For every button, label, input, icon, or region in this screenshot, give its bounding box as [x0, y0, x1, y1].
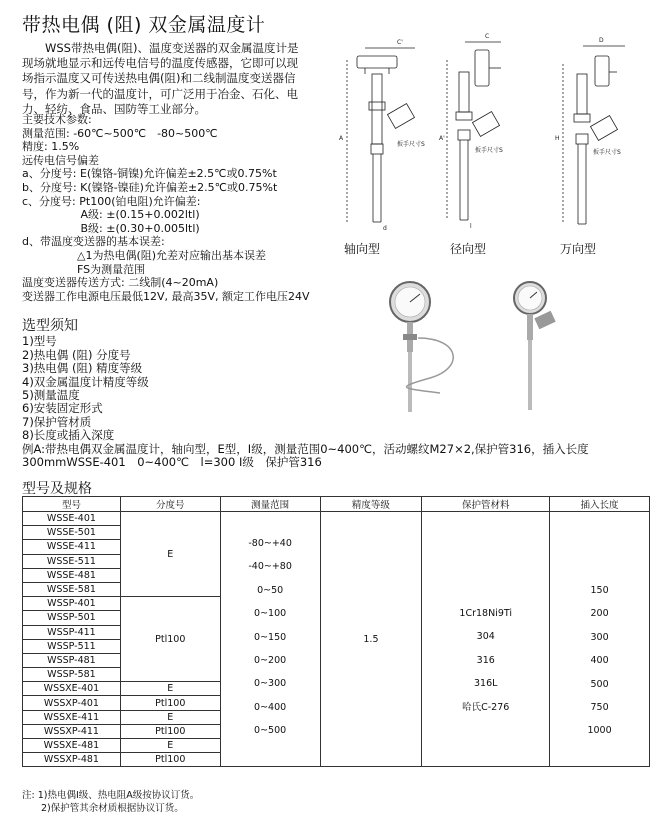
model-cell: WSSXP-411 [23, 724, 121, 738]
graduation-cell: E [120, 512, 220, 597]
model-cell: WSSXP-401 [23, 696, 121, 710]
header-material: 保护管材料 [422, 497, 550, 512]
model-cell: WSSE-581 [23, 582, 121, 596]
intro-paragraph [22, 41, 322, 117]
dimension-drawings [335, 30, 665, 260]
range-value: -40~+80 [248, 561, 292, 573]
range-value: 0~150 [254, 631, 287, 643]
models-heading: 型号及规格 [22, 481, 92, 497]
length-value: 400 [590, 655, 609, 667]
spec-line: 远传电信号偏差 [22, 153, 99, 167]
selection-item: 8)长度或插入深度 [22, 428, 115, 443]
range-value: 0~50 [257, 584, 284, 596]
range-value: -80~+40 [248, 538, 292, 549]
model-cell: WSSXE-401 [23, 682, 121, 696]
models-table [22, 496, 650, 767]
model-cell: WSSP-511 [23, 639, 121, 653]
material-cell [422, 512, 550, 767]
graduation-cell: E [120, 710, 220, 724]
universal-type-drawing [563, 46, 625, 224]
radial-type-drawing [447, 42, 501, 220]
header-range: 测量范围 [220, 497, 320, 512]
length-value: 750 [590, 701, 609, 713]
caption-axial: 轴向型 [344, 242, 381, 256]
header-graduation: 分度号 [120, 497, 220, 512]
table-header-row [23, 497, 650, 512]
model-cell: WSSXP-481 [23, 753, 121, 767]
intro-line: 场指示温度又可传送热电偶(阻)和二线制温度变送器信 [22, 71, 296, 86]
wrench-size-label: 扳手尺寸S [475, 147, 503, 154]
length-value: 300 [590, 631, 609, 643]
spec-line: a、分度号: E(镍铬-铜镍)允许偏差±2.5℃或0.75%t [22, 167, 277, 181]
header-model: 型号 [23, 497, 121, 512]
selection-item: 6)安装固定形式 [22, 401, 103, 416]
selection-item: 2)热电偶 (阻) 分度号 [22, 347, 131, 362]
model-cell: WSSP-481 [23, 653, 121, 667]
length-value: 1000 [587, 725, 612, 737]
dim-label: D [599, 37, 604, 44]
model-cell: WSSE-411 [23, 540, 121, 554]
spec-line: 测量范围: -60℃~500℃ -80~500℃ [22, 126, 218, 140]
spec-line: 精度: 1.5% [22, 140, 80, 154]
spec-line: 温度变送器传送方式: 二线制(4~20mA) [22, 276, 219, 290]
spec-line: B级: ±(0.30+0.005ltl) [22, 221, 200, 235]
graduation-cell: Ptl100 [120, 597, 220, 682]
range-value: 0~500 [254, 725, 287, 737]
intro-line: 现场就地显示和远传电信号的温度传感器，它即可以现 [22, 56, 298, 71]
graduation-cell: E [120, 739, 220, 753]
selection-item: 7)保护管材质 [22, 414, 92, 429]
axial-type-drawing [347, 48, 415, 222]
table-row [23, 512, 650, 526]
selection-item: 3)热电偶 (阻) 精度等级 [22, 361, 143, 376]
model-cell: WSSE-401 [23, 512, 121, 526]
range-value: 0~200 [254, 654, 287, 666]
specs-heading: 主要技术参数: [22, 113, 92, 126]
example-line: 例A:带热电偶双金属温度计，轴向型，E型，Ⅰ级，测量范围0~400℃，活动螺纹M27×2,保护管316，插入长度 [22, 441, 589, 456]
graduation-cell: Ptl100 [120, 724, 220, 738]
selection-item: 5)测量温度 [22, 388, 80, 403]
model-cell: WSSE-481 [23, 568, 121, 582]
range-value: 0~300 [254, 678, 287, 690]
selection-item: 4)双金属温度计精度等级 [22, 374, 149, 389]
material-value: 316 [476, 654, 495, 666]
page-title: 带热电偶 (阻) 双金属温度计 [22, 14, 266, 36]
note-line: 2)保护管其余材质根据协议订货。 [22, 803, 184, 814]
length-value: 500 [590, 678, 609, 690]
spec-line: 变送器工作电源电压最低12V, 最高35V, 额定工作电压24V [22, 289, 310, 303]
intro-line: 号，作为新一代的温度计，可广泛用于冶金、石化、电 [22, 86, 298, 101]
selection-guide [22, 320, 589, 469]
spec-line: c、分度号: Pt100(铂电阻)允许偏差: [22, 194, 201, 208]
selection-item: 1)型号 [22, 334, 57, 349]
model-cell: WSSXE-411 [23, 710, 121, 724]
example-line: 300mmWSSE-401 0~400℃ l=300 Ⅰ级 保护管316 [22, 455, 322, 470]
intro-line: 力、轻纺、食品、国防等工业部分。 [22, 101, 206, 116]
material-value: 哈氏C-276 [462, 701, 510, 713]
spec-line: △1为热电偶(阻)允差对应输出基本误差 [22, 248, 267, 262]
header-length: 插入长度 [550, 497, 650, 512]
caption-universal: 万向型 [560, 242, 597, 256]
spec-line: b、分度号: K(镍铬-镍硅)允许偏差±2.5℃或0.75%t [22, 180, 278, 194]
range-cell [220, 512, 320, 767]
material-value: 316L [474, 678, 498, 690]
footnotes [22, 789, 199, 815]
spec-line: A级: ±(0.15+0.002ltl) [22, 208, 200, 222]
length-value: 200 [590, 608, 609, 620]
model-cell: WSSE-511 [23, 554, 121, 568]
dim-label: l [470, 223, 472, 230]
material-value: 1Cr18Ni9Ti [459, 608, 513, 619]
tech-specs [22, 113, 352, 303]
graduation-cell: Ptl100 [120, 696, 220, 710]
range-value: 0~400 [254, 701, 287, 713]
note-line: 注: 1)热电偶Ⅰ级、热电阻A级按协议订货。 [22, 790, 200, 801]
wrench-size-label: 扳手尺寸S [397, 141, 425, 148]
intro-line: WSS带热电偶(阻)、温度变送器的双金属温度计是 [22, 41, 299, 55]
model-cell: WSSP-501 [23, 611, 121, 625]
model-cell: WSSE-501 [23, 526, 121, 540]
selection-heading: 选型须知 [22, 318, 78, 334]
model-cell: WSSXE-481 [23, 739, 121, 753]
spec-line: d、带温度变送器的基本误差: [22, 235, 165, 249]
caption-radial: 径向型 [450, 242, 487, 256]
spec-line: FS为测量范围 [22, 262, 146, 276]
dim-label: C [485, 33, 490, 40]
wrench-size-label: 扳手尺寸S [593, 149, 621, 156]
length-cell [550, 512, 650, 767]
dim-label: C' [397, 39, 403, 46]
header-accuracy: 精度等级 [320, 497, 422, 512]
range-value: 0~100 [254, 608, 287, 620]
dim-label: A [339, 135, 344, 142]
dim-label: d [383, 225, 387, 232]
accuracy-cell: 1.5 [320, 512, 422, 767]
model-cell: WSSP-581 [23, 668, 121, 682]
model-cell: WSSP-411 [23, 625, 121, 639]
dim-label: H [555, 135, 560, 142]
length-value: 150 [590, 585, 609, 596]
dim-label: A' [439, 135, 445, 142]
graduation-cell: E [120, 682, 220, 696]
model-cell: WSSP-401 [23, 597, 121, 611]
material-value: 304 [476, 631, 495, 643]
graduation-cell: Ptl100 [120, 753, 220, 767]
